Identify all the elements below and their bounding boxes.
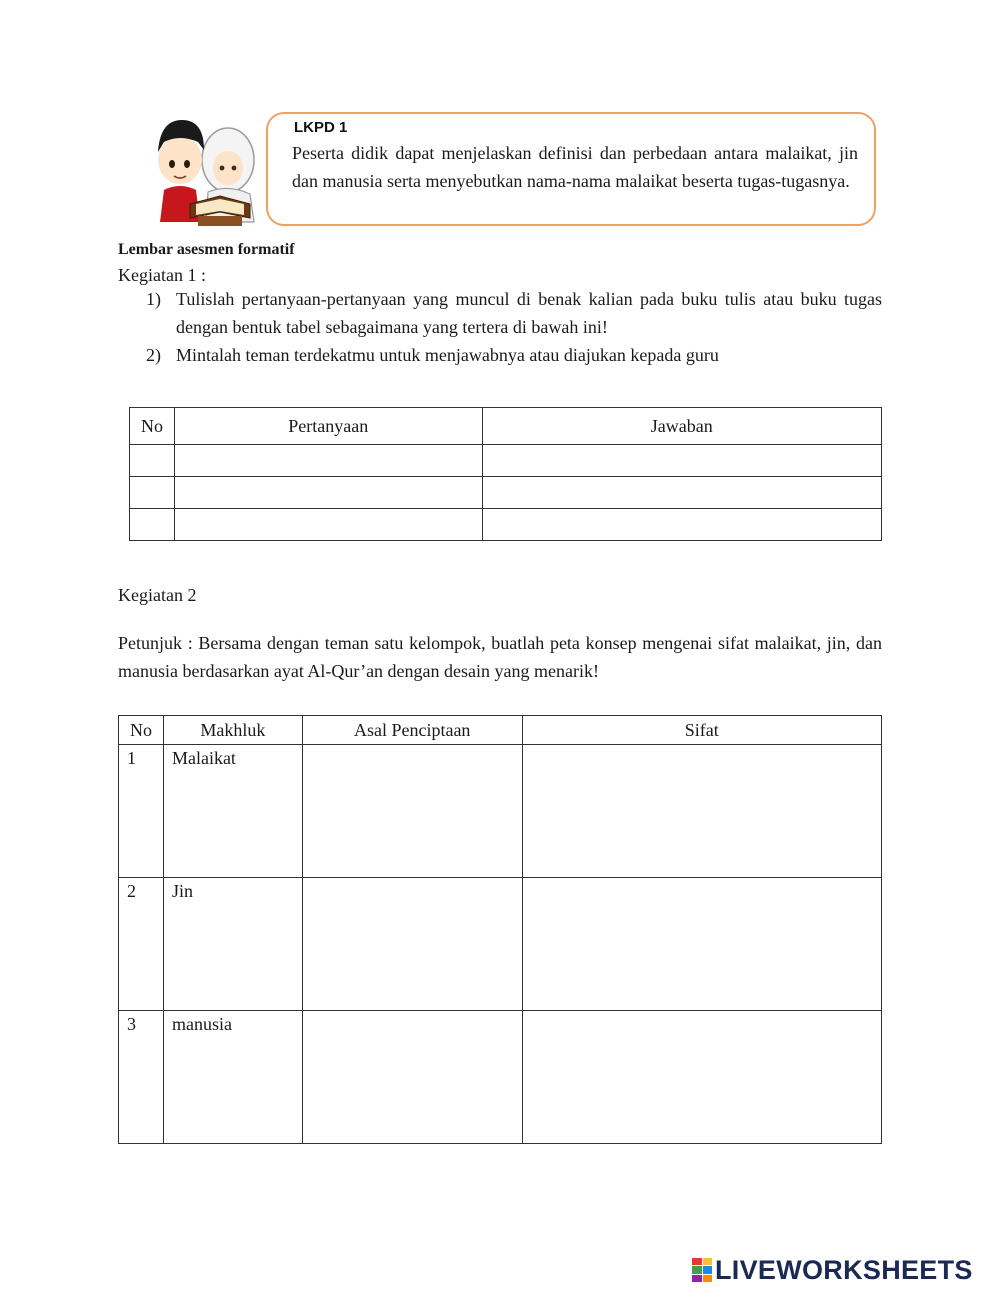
objective-text: Peserta didik dapat menjelaskan definisi dan perbedaan antara malaikat, jin dan manusia serta menyebutkan nama-nama malaikat beserta tugas-tugasnya. bbox=[292, 143, 858, 191]
instruction-item bbox=[118, 341, 882, 369]
cell-asal[interactable] bbox=[302, 745, 522, 878]
cell-answer[interactable] bbox=[482, 445, 881, 477]
header-makhluk: Makhluk bbox=[163, 716, 302, 745]
liveworksheets-logo[interactable] bbox=[692, 1254, 973, 1286]
instruction-item bbox=[118, 285, 882, 341]
cell-no: 1 bbox=[119, 745, 164, 878]
header-no: No bbox=[119, 716, 164, 745]
cell-question[interactable] bbox=[174, 477, 482, 509]
logo-icon bbox=[692, 1258, 712, 1282]
header-jawaban: Jawaban bbox=[482, 408, 881, 445]
header-asal-penciptaan: Asal Penciptaan bbox=[302, 716, 522, 745]
lkpd-badge: LKPD 1 bbox=[294, 119, 348, 136]
cell-asal[interactable] bbox=[302, 878, 522, 1011]
kegiatan2-title: Kegiatan 2 bbox=[118, 585, 197, 605]
table-row bbox=[130, 477, 882, 509]
children-reading-illustration bbox=[150, 112, 262, 230]
cell-sifat[interactable] bbox=[522, 1011, 881, 1144]
logo-text: LIVEWORKSHEETS bbox=[715, 1254, 973, 1285]
cell-sifat[interactable] bbox=[522, 745, 881, 878]
cell-answer[interactable] bbox=[482, 477, 881, 509]
header-sifat: Sifat bbox=[522, 716, 881, 745]
question-table bbox=[129, 407, 882, 541]
instruction-text: Tulislah pertanyaan-pertanyaan yang muncul di benak kalian pada buku tulis atau buku tugas dengan bentuk tabel sebagaimana yang tertera di bawah ini! bbox=[176, 289, 882, 337]
instruction-number: 1) bbox=[146, 289, 161, 309]
table-row bbox=[119, 878, 882, 1011]
kegiatan2-instruction: Petunjuk : Bersama dengan teman satu kelompok, buatlah peta konsep mengenai sifat malaikat, jin, dan manusia berdasarkan ayat Al-Qur’an dengan desain yang menarik! bbox=[118, 633, 882, 681]
header-pertanyaan: Pertanyaan bbox=[174, 408, 482, 445]
creature-table bbox=[118, 715, 882, 1144]
cell-question[interactable] bbox=[174, 509, 482, 541]
header-no: No bbox=[130, 408, 175, 445]
cell-question[interactable] bbox=[174, 445, 482, 477]
cell-no[interactable] bbox=[130, 477, 175, 509]
cell-no[interactable] bbox=[130, 509, 175, 541]
cell-no[interactable] bbox=[130, 445, 175, 477]
cell-makhluk: Jin bbox=[163, 878, 302, 1011]
instruction-number: 2) bbox=[146, 345, 161, 365]
instruction-text: Mintalah teman terdekatmu untuk menjawabnya atau diajukan kepada guru bbox=[176, 345, 719, 365]
cell-no: 2 bbox=[119, 878, 164, 1011]
table-row bbox=[119, 745, 882, 878]
kegiatan1-instructions bbox=[118, 285, 882, 369]
cell-makhluk: Malaikat bbox=[163, 745, 302, 878]
cell-sifat[interactable] bbox=[522, 878, 881, 1011]
cell-makhluk: manusia bbox=[163, 1011, 302, 1144]
cell-answer[interactable] bbox=[482, 509, 881, 541]
cell-asal[interactable] bbox=[302, 1011, 522, 1144]
table-row bbox=[130, 445, 882, 477]
cell-no: 3 bbox=[119, 1011, 164, 1144]
kegiatan1-title: Kegiatan 1 : bbox=[118, 265, 206, 285]
table-row bbox=[130, 509, 882, 541]
table-row bbox=[119, 1011, 882, 1144]
section-title: Lembar asesmen formatif bbox=[118, 241, 295, 258]
